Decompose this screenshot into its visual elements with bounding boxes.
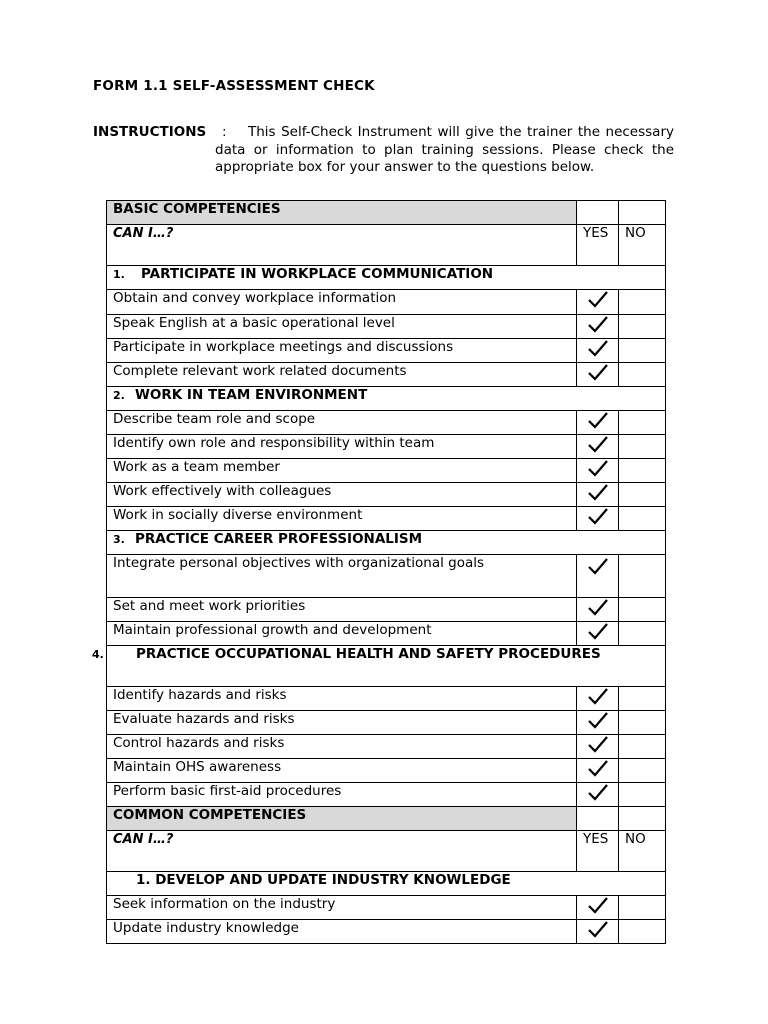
no-checkbox[interactable] <box>619 622 666 646</box>
item-label: Identify own role and responsibility within team <box>107 435 577 459</box>
checkmark-icon <box>587 435 609 453</box>
section-title: PARTICIPATE IN WORKPLACE COMMUNICATION <box>141 266 494 282</box>
section-header <box>107 387 666 411</box>
no-checkbox[interactable] <box>619 598 666 622</box>
no-checkbox[interactable] <box>619 687 666 711</box>
yes-checkbox[interactable] <box>577 598 619 622</box>
yes-checkbox[interactable] <box>577 459 619 483</box>
yes-checkbox[interactable] <box>577 687 619 711</box>
instructions-text: This Self-Check Instrument will give the trainer the necessary data or information to plan training sessions. Please check the appropriate box for your answer to the questions below. <box>215 124 674 175</box>
section-title: PRACTICE CAREER PROFESSIONALISM <box>135 531 423 547</box>
yes-checkbox[interactable] <box>577 339 619 363</box>
yes-checkbox[interactable] <box>577 315 619 339</box>
item-label: Work as a team member <box>107 459 577 483</box>
yes-checkbox[interactable] <box>577 783 619 807</box>
yes-checkbox[interactable] <box>577 759 619 783</box>
no-checkbox[interactable] <box>619 483 666 507</box>
checkmark-icon <box>587 622 609 640</box>
no-checkbox[interactable] <box>619 920 666 944</box>
no-checkbox[interactable] <box>619 555 666 598</box>
yes-checkbox[interactable] <box>577 411 619 435</box>
item-label: Obtain and convey workplace information <box>107 290 577 315</box>
no-checkbox[interactable] <box>619 759 666 783</box>
section-title: PRACTICE OCCUPATIONAL HEALTH AND SAFETY PROCEDURES <box>136 646 601 662</box>
yes-checkbox[interactable] <box>577 896 619 920</box>
yes-checkbox[interactable] <box>577 290 619 315</box>
yes-checkbox[interactable] <box>577 483 619 507</box>
no-checkbox[interactable] <box>619 896 666 920</box>
can-i-label: CAN I…? <box>107 831 577 872</box>
checkmark-icon <box>587 687 609 705</box>
no-checkbox[interactable] <box>619 711 666 735</box>
item-label: Work effectively with colleagues <box>107 483 577 507</box>
item-label: Maintain OHS awareness <box>107 759 577 783</box>
yes-checkbox[interactable] <box>577 920 619 944</box>
item-label: Describe team role and scope <box>107 411 577 435</box>
checkmark-icon <box>587 598 609 616</box>
section-number: 2. <box>113 389 125 402</box>
item-label: Perform basic first-aid procedures <box>107 783 577 807</box>
checkmark-icon <box>587 896 609 914</box>
section-header <box>92 646 666 687</box>
section-number: 3. <box>113 533 125 546</box>
form-title: FORM 1.1 SELF-ASSESSMENT CHECK <box>93 78 375 94</box>
item-label: Control hazards and risks <box>107 735 577 759</box>
item-label: Participate in workplace meetings and discussions <box>107 339 577 363</box>
no-checkbox[interactable] <box>619 363 666 387</box>
checkmark-icon <box>587 315 609 333</box>
item-label: Maintain professional growth and development <box>107 622 577 646</box>
header-blank-no <box>619 807 666 831</box>
section-header: 1. DEVELOP AND UPDATE INDUSTRY KNOWLEDGE <box>107 872 666 896</box>
common-competencies-header: COMMON COMPETENCIES <box>107 807 577 831</box>
checkmark-icon <box>587 483 609 501</box>
yes-column-header: YES <box>577 225 619 266</box>
no-column-header: NO <box>619 225 666 266</box>
section-header <box>107 266 666 290</box>
item-label: Integrate personal objectives with organizational goals <box>107 555 577 598</box>
item-label: Evaluate hazards and risks <box>107 711 577 735</box>
basic-competencies-header: BASIC COMPETENCIES <box>107 201 577 225</box>
no-checkbox[interactable] <box>619 290 666 315</box>
checkmark-icon <box>587 557 609 575</box>
header-blank-yes <box>577 201 619 225</box>
checkmark-icon <box>587 735 609 753</box>
item-label: Update industry knowledge <box>107 920 577 944</box>
section-number: 1. <box>113 268 125 281</box>
self-assessment-table <box>92 200 666 944</box>
yes-column-header: YES <box>577 831 619 872</box>
no-checkbox[interactable] <box>619 411 666 435</box>
no-checkbox[interactable] <box>619 339 666 363</box>
no-column-header: NO <box>619 831 666 872</box>
yes-checkbox[interactable] <box>577 435 619 459</box>
yes-checkbox[interactable] <box>577 622 619 646</box>
checkmark-icon <box>587 459 609 477</box>
item-label: Seek information on the industry <box>107 896 577 920</box>
checkmark-icon <box>587 759 609 777</box>
checkmark-icon <box>587 711 609 729</box>
no-checkbox[interactable] <box>619 315 666 339</box>
checkmark-icon <box>587 920 609 938</box>
checkmark-icon <box>587 783 609 801</box>
yes-checkbox[interactable] <box>577 555 619 598</box>
checkmark-icon <box>587 339 609 357</box>
yes-checkbox[interactable] <box>577 735 619 759</box>
instructions-label: INSTRUCTIONS <box>93 124 207 140</box>
item-label: Identify hazards and risks <box>107 687 577 711</box>
instructions-colon: : <box>222 124 227 140</box>
checkmark-icon <box>587 363 609 381</box>
item-label: Complete relevant work related documents <box>107 363 577 387</box>
section-title: WORK IN TEAM ENVIRONMENT <box>135 387 368 403</box>
checkmark-icon <box>587 411 609 429</box>
no-checkbox[interactable] <box>619 783 666 807</box>
item-label: Speak English at a basic operational level <box>107 315 577 339</box>
item-label: Work in socially diverse environment <box>107 507 577 531</box>
checkmark-icon <box>587 290 609 308</box>
section-header <box>107 531 666 555</box>
yes-checkbox[interactable] <box>577 507 619 531</box>
no-checkbox[interactable] <box>619 435 666 459</box>
yes-checkbox[interactable] <box>577 711 619 735</box>
no-checkbox[interactable] <box>619 459 666 483</box>
header-blank-no <box>619 201 666 225</box>
checkmark-icon <box>587 507 609 525</box>
item-label: Set and meet work priorities <box>107 598 577 622</box>
header-blank-yes <box>577 807 619 831</box>
yes-checkbox[interactable] <box>577 363 619 387</box>
section-number: 4. <box>92 648 104 661</box>
no-checkbox[interactable] <box>619 735 666 759</box>
can-i-label: CAN I…? <box>107 225 577 266</box>
no-checkbox[interactable] <box>619 507 666 531</box>
